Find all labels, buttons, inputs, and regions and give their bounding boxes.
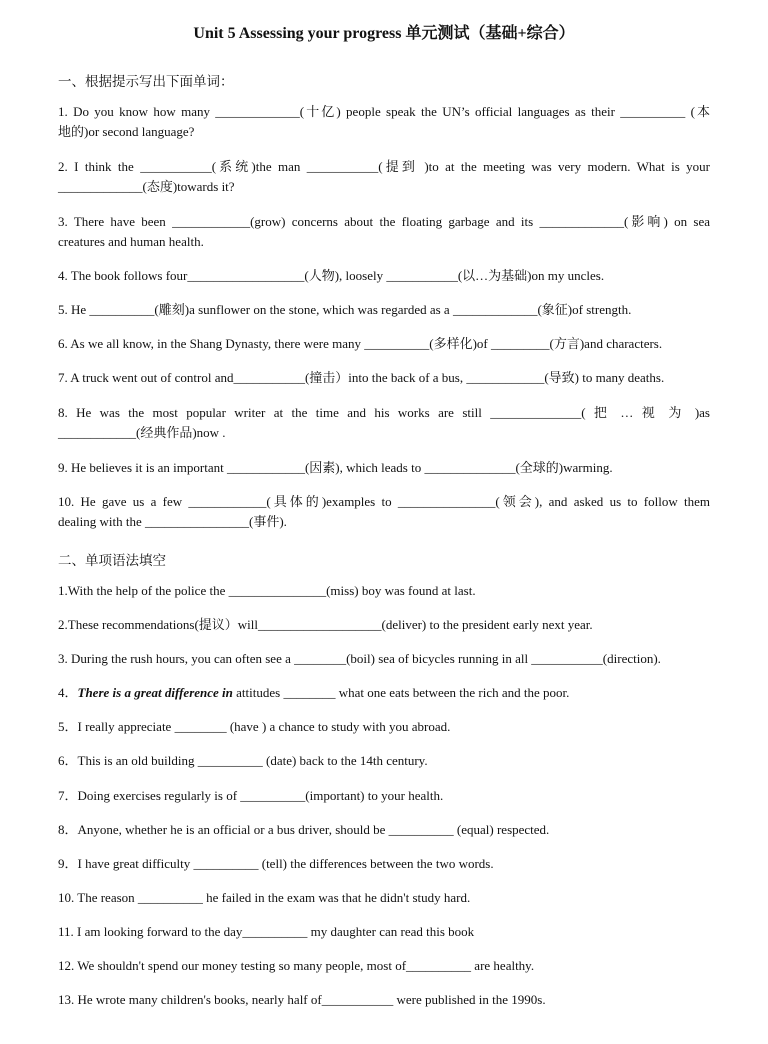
s2-q4-emphasis: There is a great difference in bbox=[77, 685, 233, 700]
s2-q13: 13. He wrote many children's books, nearly half of___________ were published in the 1990s. bbox=[58, 992, 546, 1007]
s2-q12: 12. We shouldn't spend our money testing so many people, most of__________ are healthy. bbox=[58, 958, 535, 973]
s1-q4: 4. The book follows four__________________(人物), loosely ___________(以…为基础)on my uncles. bbox=[58, 268, 605, 283]
section1-heading: 一、根据提示写出下面单词： bbox=[58, 74, 234, 89]
page-title: Unit 5 Assessing your progress 单元测试（基础+综合） bbox=[193, 25, 575, 42]
s1-q1-line1: 1. Do you know how many _____________(十亿) people speak the UN’s official languages as their __________ (本 bbox=[58, 104, 710, 119]
s2-q8: 8．Anyone, whether he is an official or a bus driver, should be __________ (equal) respected. bbox=[58, 822, 550, 837]
s1-q10-line1: 10. He gave us a few ____________(具体的)examples to _______________(领会), and asked us to follow them bbox=[58, 494, 710, 509]
s2-q4 bbox=[58, 685, 710, 701]
s1-q2-line2: _____________(态度)towards it? bbox=[58, 179, 235, 194]
s2-q9: 9．I have great difficulty __________ (tell) the differences between the two words. bbox=[58, 856, 494, 871]
s1-q3-line2: creatures and human health. bbox=[58, 234, 204, 249]
s2-q10: 10. The reason __________ he failed in the exam was that he didn't study hard. bbox=[58, 890, 471, 905]
s2-q11: 11. I am looking forward to the day__________ my daughter can read this book bbox=[58, 924, 475, 939]
s1-q9: 9. He believes it is an important ____________(因素), which leads to ______________(全球的)warming. bbox=[58, 460, 613, 475]
s2-q4-number: 4． bbox=[58, 685, 78, 700]
s2-q5: 5．I really appreciate ________ (have ) a chance to study with you abroad. bbox=[58, 719, 451, 734]
s1-q8-line1: 8. He was the most popular writer at the time and his works are still ______________( 把 … 视 为 )as bbox=[58, 405, 710, 420]
s1-q8-line2: ____________(经典作品)now . bbox=[58, 425, 226, 440]
s1-q7: 7. A truck went out of control and___________(撞击）into the back of a bus, ____________(导致) to many deaths. bbox=[58, 370, 665, 385]
s1-q10-line2: dealing with the ________________(事件). bbox=[58, 514, 287, 529]
s2-q3: 3. During the rush hours, you can often see a ________(boil) sea of bicycles running in all ___________(direction). bbox=[58, 651, 661, 666]
s2-q7: 7．Doing exercises regularly is of __________(important) to your health. bbox=[58, 788, 444, 803]
s2-q2: 2.These recommendations(提议）will___________________(deliver) to the president early next year. bbox=[58, 617, 593, 632]
s2-q6: 6．This is an old building __________ (date) back to the 14th century. bbox=[58, 753, 428, 768]
s1-q6: 6. As we all know, in the Shang Dynasty, there were many __________(多样化)of _________(方言)and characters. bbox=[58, 336, 663, 351]
s2-q4-text: attitudes ________ what one eats between the rich and the poor. bbox=[232, 685, 570, 700]
s1-q2-line1: 2. I think the ___________(系统)the man ___________(提到 )to at the meeting was very modern. What is your bbox=[58, 159, 710, 174]
s1-q5: 5. He __________(雕刻)a sunflower on the stone, which was regarded as a _____________(象征)of strength. bbox=[58, 302, 632, 317]
s1-q3-line1: 3. There have been ____________(grow) concerns about the floating garbage and its _____________(影响) on sea bbox=[58, 214, 710, 229]
section2-heading: 二、单项语法填空 bbox=[58, 553, 166, 568]
s2-q1: 1.With the help of the police the _______________(miss) boy was found at last. bbox=[58, 583, 476, 598]
s1-q1-line2: 地的)or second language? bbox=[58, 124, 195, 139]
